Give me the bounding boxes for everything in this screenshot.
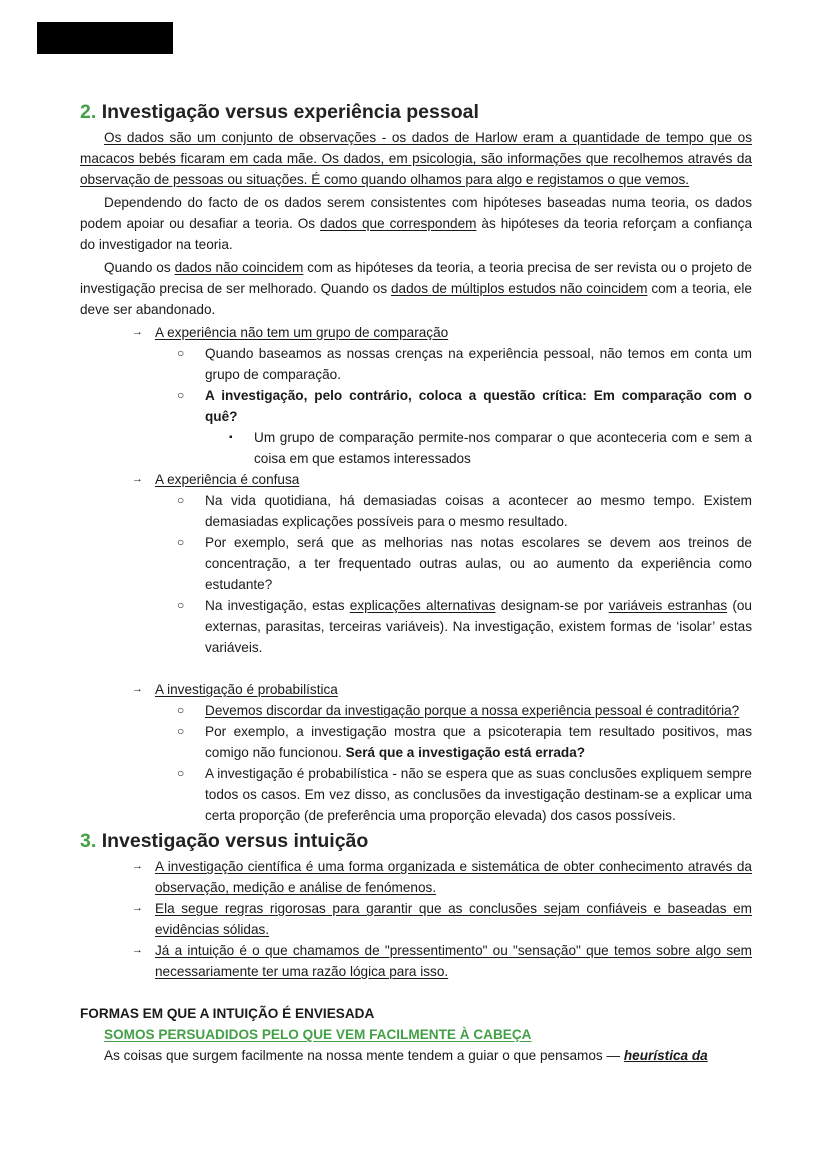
arrow-icon: → [132, 473, 143, 485]
list-item: ○ Por exemplo, será que as melhorias nas notas escolares se devem aos treinos de concentração, a ter frequentado outras aulas, ou ao aumento da experiência como estudante? [80, 532, 752, 595]
redaction-block [37, 22, 173, 54]
arrow-icon: → [132, 683, 143, 695]
formas-heading: FORMAS EM QUE A INTUIÇÃO É ENVIESADA [80, 1006, 375, 1021]
list-item: → A investigação científica é uma forma organizada e sistemática de obter conhecimento através da observação, medição e análise de fenómenos. [80, 856, 752, 898]
paragraph: As coisas que surgem facilmente na nossa mente tendem a guiar o que pensamos — heurística da [104, 1048, 708, 1063]
arrow-icon: → [132, 860, 143, 872]
paragraph: Dependendo do facto de os dados serem consistentes com hipóteses baseadas numa teoria, os dados podem apoiar ou desafiar a teoria. Os dados que correspondem às hipóteses da teoria reforçam a confiança do investigador na teoria. [80, 195, 753, 252]
paragraph: Quando os dados não coincidem com as hipóteses da teoria, a teoria precisa de ser revista ou o projeto de investigação precisa de ser melhorado. Quando os dados de múltiplos estudos não coincidem com a teoria, ele deve ser abandonado. [80, 260, 752, 317]
list-item: ○ Por exemplo, a investigação mostra que a psicoterapia tem resultado positivos, mas comigo não funcionou. Será que a investigação está errada? [80, 721, 752, 763]
square-bullet-icon: ▪ [229, 432, 233, 443]
list-item: ○ A investigação é probabilística - não se espera que as suas conclusões expliquem sempre todos os casos. Em vez disso, as conclusões da investigação destinam-se a explicar uma certa proporção (de preferência uma proporção elevada) dos casos possíveis. [80, 763, 752, 826]
list-item: → A experiência é confusa [80, 469, 752, 490]
circle-bullet-icon: ○ [177, 388, 185, 402]
section-3-heading [80, 828, 752, 855]
list-item: ○ A investigação, pelo contrário, coloca a questão crítica: Em comparação com o quê? [80, 385, 752, 427]
circle-bullet-icon: ○ [177, 598, 185, 612]
list-item: ○ Na investigação, estas explicações alternativas designam-se por variáveis estranhas (ou externas, parasitas, terceiras variáveis). Na investigação, existem formas de ‘isolar’ estas variáveis. [80, 595, 752, 658]
list-item: ○ Quando baseamos as nossas crenças na experiência pessoal, não temos em conta um grupo de comparação. [80, 343, 752, 385]
list-item: → A experiência não tem um grupo de comparação [80, 322, 752, 343]
formas-subheading: SOMOS PERSUADIDOS PELO QUE VEM FACILMENTE À CABEÇA [104, 1027, 532, 1042]
list-item: → Já a intuição é o que chamamos de "pressentimento" ou "sensação" que temos sobre algo sem necessariamente ter uma razão lógica para isso. [80, 940, 752, 982]
paragraph: Os dados são um conjunto de observações - os dados de Harlow eram a quantidade de tempo que os macacos bebés ficaram em cada mãe. Os dados, em psicologia, são informações que recolhemos através da observação de pessoas ou situações. É como quando olhamos para algo e registamos o que vemos. [80, 130, 752, 187]
list-item: → Ela segue regras rigorosas para garantir que as conclusões sejam confiáveis e baseadas em evidências sólidas. [80, 898, 752, 940]
arrow-icon: → [132, 902, 143, 914]
circle-bullet-icon: ○ [177, 724, 185, 738]
section-title: Investigação versus intuição [101, 830, 369, 852]
list-item: ○ Na vida quotidiana, há demasiadas coisas a acontecer ao mesmo tempo. Existem demasiadas explicações possíveis para o mesmo resultado. [80, 490, 752, 532]
list-item: → A investigação é probabilística [80, 679, 752, 700]
section-2-heading [80, 99, 752, 126]
list-item: ▪ Um grupo de comparação permite-nos comparar o que aconteceria com e sem a coisa em que estamos interessados [80, 427, 752, 469]
circle-bullet-icon: ○ [177, 703, 185, 717]
document-body [80, 99, 752, 1066]
section-title: Investigação versus experiência pessoal [101, 101, 479, 123]
section-number: 3. [80, 830, 97, 852]
circle-bullet-icon: ○ [177, 766, 185, 780]
section-number: 2. [80, 101, 97, 123]
arrow-icon: → [132, 326, 143, 338]
circle-bullet-icon: ○ [177, 493, 185, 507]
circle-bullet-icon: ○ [177, 346, 185, 360]
circle-bullet-icon: ○ [177, 535, 185, 549]
list-item: ○ Devemos discordar da investigação porque a nossa experiência pessoal é contraditória? [80, 700, 752, 721]
arrow-icon: → [132, 944, 143, 956]
